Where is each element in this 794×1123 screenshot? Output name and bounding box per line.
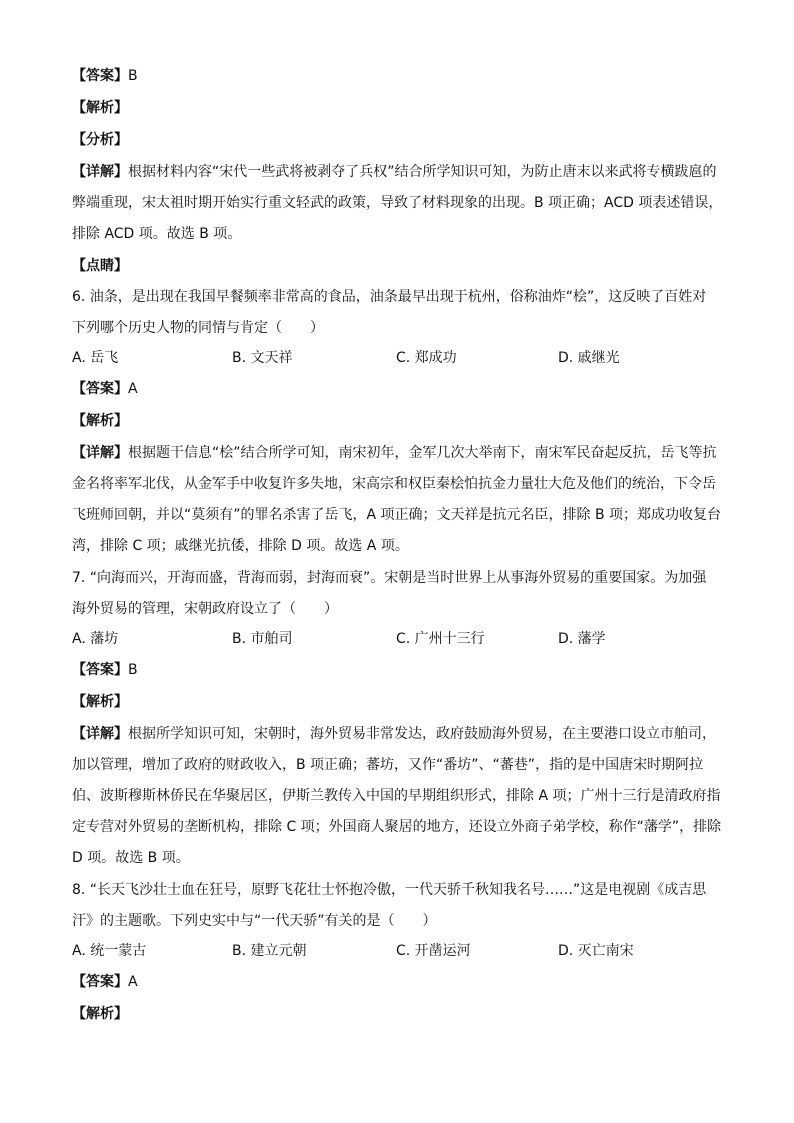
q6-detail-text-1: 根据题干信息“桧”结合所学可知，南宋初年，金军几次大举南下，南宋军民奋起反抗，岳飞等抗	[128, 445, 717, 461]
q6-option-d: D. 戚继光	[558, 350, 620, 366]
q5-analysis-tag	[72, 98, 128, 118]
q7-option-d: D. 藩学	[558, 631, 606, 647]
q7-detail-line-3: 伯、波斯穆斯林侨民在华聚居区，伊斯兰教传入中国的早期组织形式，排除 A 项；广州十三行是清政府指	[72, 788, 721, 804]
q5-dianjing-tag	[72, 256, 128, 276]
q6-analysis-tag	[72, 411, 128, 431]
q7-detail-line-5: D 项。故选 B 项。	[72, 850, 190, 866]
q7-answer-line	[72, 660, 138, 680]
q5-detail-line-3: 排除 ACD 项。故选 B 项。	[72, 226, 242, 242]
answer-tag: 【答案】	[72, 381, 128, 397]
q5-detail-text-1: 根据材料内容“宋代一些武将被剥夺了兵权”结合所学知识可知，为防止唐末以来武将专横跋扈的	[128, 164, 717, 180]
q8-analysis-tag	[72, 1004, 128, 1024]
q7-answer-value: B	[128, 662, 138, 678]
q7-stem-line-1: 7. “向海而兴，开海而盛，背海而弱，封海而衰”。宋朝是当时世界上从事海外贸易的重要国家。为加强	[72, 570, 707, 586]
q7-stem-line-2: 海外贸易的管理，宋朝政府设立了（ ）	[72, 601, 338, 617]
q6-detail-line-2: 金名将率军北伐，从金军手中收复许多失地，宋高宗和权臣秦桧怕抗金力量壮大危及他们的统治，下令岳	[72, 476, 716, 492]
q5-answer-value: B	[128, 68, 138, 84]
q6-detail-line-4: 湾，排除 C 项；戚继光抗倭，排除 D 项。故选 A 项。	[72, 538, 409, 554]
q7-detail-line-4: 定专营对外贸易的垄断机构，排除 C 项；外国商人聚居的地方，还设立外商子弟学校，称作“藩学”，排除	[72, 819, 722, 835]
answer-tag: 【答案】	[72, 662, 128, 678]
q6-option-a: A. 岳飞	[72, 350, 119, 366]
dianjing-tag: 【点睛】	[72, 258, 128, 274]
detail-tag: 【详解】	[72, 164, 128, 180]
q7-option-b: B. 市舶司	[232, 631, 293, 647]
q8-option-d: D. 灭亡南宋	[558, 943, 634, 959]
q6-answer-line	[72, 379, 138, 399]
detail-tag: 【详解】	[72, 726, 128, 742]
q8-option-b: B. 建立元朝	[232, 943, 307, 959]
q8-stem-line-2: 汗》的主题歌。下列史实中与“一代天骄”有关的是（ ）	[72, 913, 437, 929]
analysis-tag: 【解析】	[72, 1006, 128, 1022]
q7-detail-text-1: 根据所学知识可知，宋朝时，海外贸易非常发达，政府鼓励海外贸易，在主要港口设立市舶司，	[128, 726, 716, 742]
q6-stem-line-1: 6. 油条，是出现在我国早餐频率非常高的食品，油条最早出现于杭州，俗称油炸“桧”，这反映了百姓对	[72, 289, 707, 305]
analysis-tag: 【解析】	[72, 100, 128, 116]
q5-answer-line	[72, 66, 138, 86]
analysis-tag: 【解析】	[72, 694, 128, 710]
q8-answer-value: A	[128, 974, 138, 990]
q8-answer-line	[72, 972, 138, 992]
q7-detail-line-1	[72, 724, 716, 744]
q6-option-c: C. 郑成功	[396, 350, 457, 366]
q5-fenxi-tag	[72, 130, 128, 150]
q6-option-b: B. 文天祥	[232, 350, 293, 366]
q5-detail-line-1	[72, 162, 717, 182]
q8-option-c: C. 开凿运河	[396, 943, 471, 959]
q6-detail-line-3: 飞班师回朝，并以“莫须有”的罪名杀害了岳飞，A 项正确；文天祥是抗元名臣，排除 B 项；郑成功收复台	[72, 507, 722, 523]
q7-option-a: A. 藩坊	[72, 631, 119, 647]
q5-detail-line-2: 弊端重现，宋太祖时期开始实行重文轻武的政策，导致了材料现象的出现。B 项正确；ACD 项表述错误，	[72, 195, 723, 211]
fenxi-tag: 【分析】	[72, 132, 128, 148]
q7-analysis-tag	[72, 692, 128, 712]
q8-stem-line-1: 8. “长天飞沙壮士血在狂号，原野飞花壮士怀抱冷傲，一代天骄千秋知我名号……”这是电视剧《成吉思	[72, 882, 707, 898]
q7-detail-line-2: 加以管理，增加了政府的财政收入，B 项正确；蕃坊，又作“番坊”、“蕃巷”，指的是中国唐宋时期阿拉	[72, 757, 704, 773]
analysis-tag: 【解析】	[72, 413, 128, 429]
q6-stem-line-2: 下列哪个历史人物的同情与肯定（ ）	[72, 320, 324, 336]
q8-option-a: A. 统一蒙古	[72, 943, 147, 959]
answer-tag: 【答案】	[72, 68, 128, 84]
q7-option-c: C. 广州十三行	[396, 631, 485, 647]
detail-tag: 【详解】	[72, 445, 128, 461]
q6-detail-line-1	[72, 443, 717, 463]
answer-tag: 【答案】	[72, 974, 128, 990]
q6-answer-value: A	[128, 381, 138, 397]
